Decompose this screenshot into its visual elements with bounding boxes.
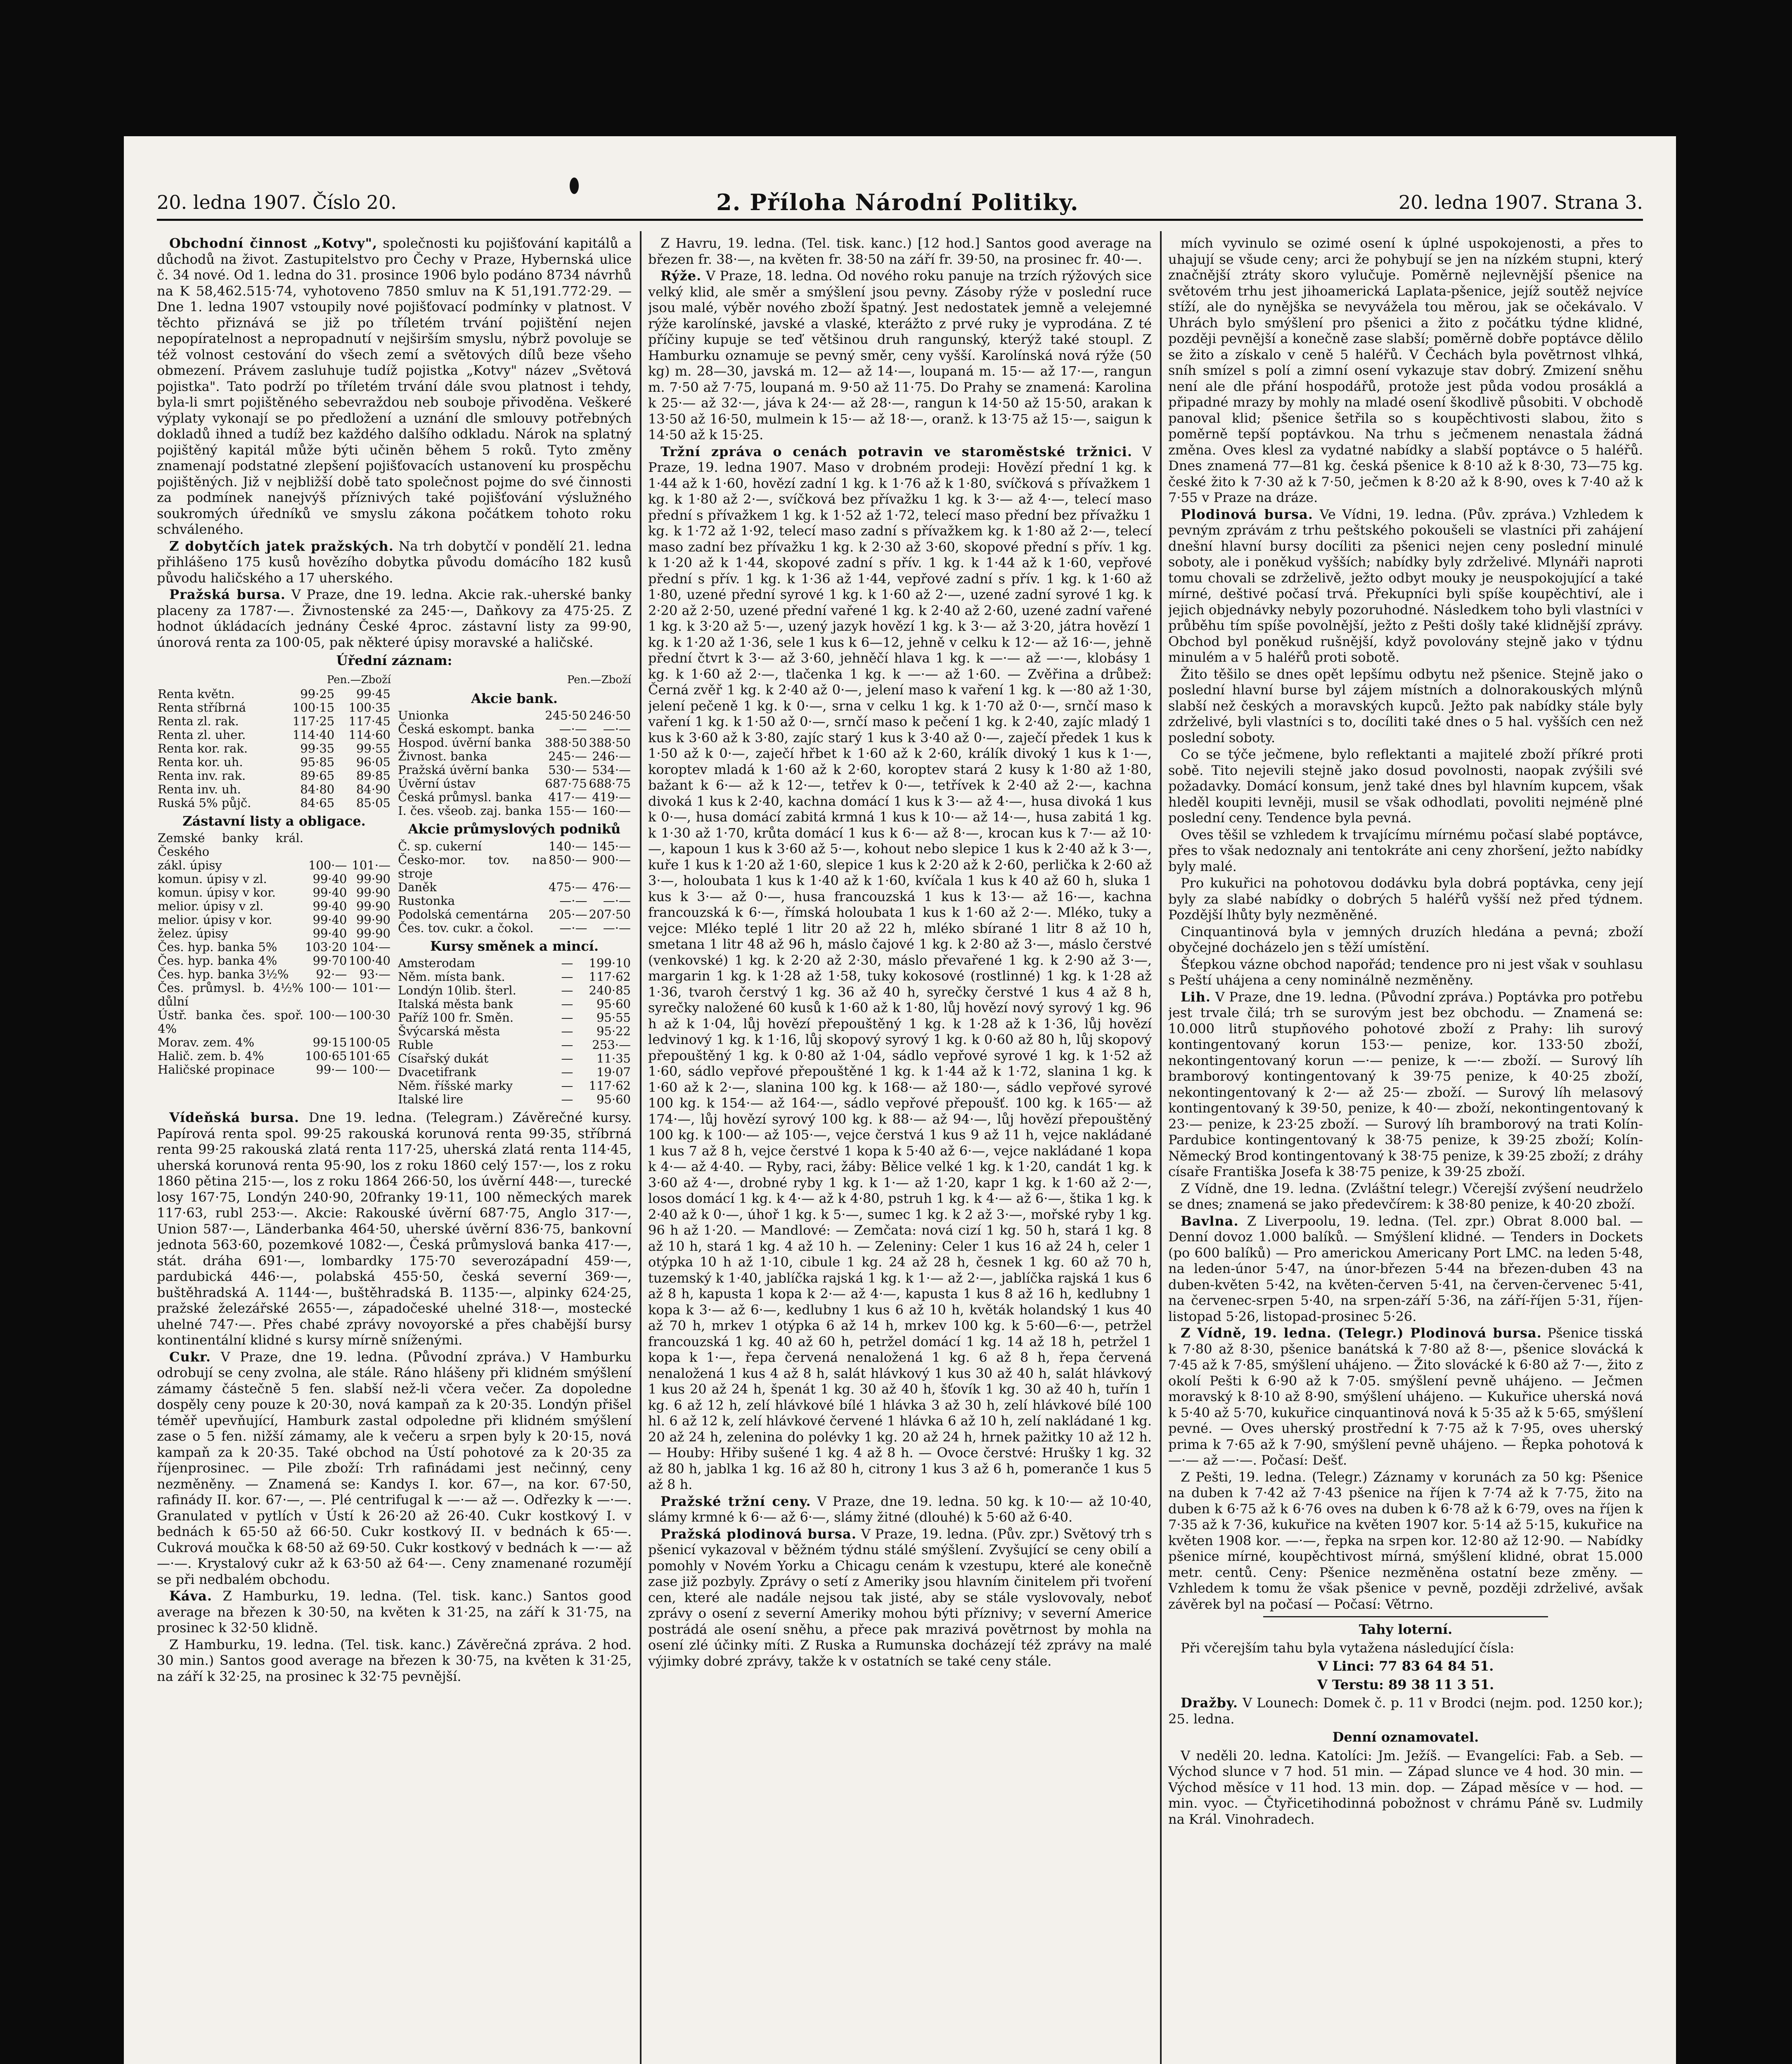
row-value: 145·—	[592, 839, 631, 853]
row-label: Londýn 10lib. šterl.	[398, 983, 516, 997]
article-headline: Tržní zpráva o cenách potravin ve staroměstské tržnici.	[660, 443, 1132, 459]
row-value: 104·—	[352, 940, 391, 954]
row-value: 19·07	[596, 1065, 631, 1079]
header-title: 2. Příloha Národní Politiky.	[716, 189, 1079, 215]
article-jatka	[157, 538, 632, 586]
row-value: —	[561, 1038, 573, 1052]
article-plodinova-viden	[1168, 507, 1643, 665]
column-rule	[1160, 231, 1162, 2064]
row-value: —·—	[603, 921, 631, 935]
row-label: Unionka	[398, 708, 449, 722]
loterie-linec: V Linci: 77 83 64 84 51.	[1317, 1658, 1494, 1674]
row-value: 84·90	[356, 782, 391, 796]
column-1	[157, 235, 632, 2064]
article-lih	[1168, 989, 1643, 1180]
row-value: 99·—	[316, 1063, 347, 1077]
article-denni: V neděli 20. ledna. Katolíci: Jm. Ježíš. — Evangelíci: Fab. a Seb. — Východ slunce v 7 hod. 51 min. — Západ slunce ve 4 hod. 30 min. — Východ měsíce v 11 hod. 13 min. dop. — Západ měsíce v — hod. — min. vyoc. — Čtyřicetihodinná pobožnost v chrámu Páně sv. Ludmily na Král. Vinohradech.	[1168, 1747, 1643, 1827]
col-header-table	[397, 673, 632, 687]
article-body: Pšenice tisská k 7·80 až 8·30, pšenice banátská k 7·80 až 8·—, pšenice slovácká k 7·45 až k 7·85, smýšlení uhájeno. — Žito slovácké k 6·80 až 7·—, žito z okolí Pešti k 6·90 až k 7·05. smýšlení pevně uhájeno. — Ječmen moravský k 8·10 až 8·90, smýšlení uhájeno. — Kukuřice uherská nová k 5·40 až 5·70, kukuřice cinquantinová nová k 5·35 až k 5·65, smýšlení pevné. — Oves uherský prostřední k 7·75 až k 7·95, oves uherský prima k 7·65 až k 7·90, smýšlení pevně uhájeno. — Řepka pohotová k —·— až —·—. Počasí: Dešť.	[1168, 1325, 1643, 1468]
row-value: —·—	[603, 722, 631, 736]
article-headline: Plodinová bursa.	[1181, 506, 1314, 522]
article-body: Z Hamburku, 19. ledna. (Tel. tisk. kanc.) Santos good average na březen k 30·50, na květen k 31·25, na září k 31·75, na prosinec k 32·50 klidně.	[157, 1588, 632, 1636]
article-body: V Praze, dne 19. ledna. Akcie rak.-uherské banky placeny za 1787·—. Živnostenské za 245·—, Daňkovy za 475·25. Z hodnot úkládacích jednány České 4proc. zástavní listy za 99·90, únorová renta za 100·05, pak některé úpisy moravské a haličské.	[157, 587, 632, 650]
table-row	[157, 831, 391, 859]
table-row	[397, 1093, 632, 1106]
row-label: Něm. říšské marky	[398, 1079, 513, 1093]
row-value: —	[561, 997, 573, 1011]
article-headline: Dražby.	[1181, 1695, 1238, 1711]
article-body: V Praze, 19. ledna 1907. Maso v drobném prodeji: Hovězí přední 1 kg. k 1·44 až k 1·60, hovězí zadní 1 kg. k 1·76 až k 1·80, svíčková s přívažkem 1 kg. k 1·80 až 2·—, svíčková bez přívažku 1 kg. k 3·— až 4·—, telecí maso přední s přívažkem 1 kg. k 1·52 až 1·72, telecí maso přední bez přívažku 1 kg. k 1·72 až 1·92, telecí maso zadní s přívažkem kg. k 1·80 až 2·—, telecí maso zadní bez přívažku 1 kg. k 2·30 až 3·60, skopové přední s přív. 1 kg. k 1·20 až k 1·44, skopové zadní s přív. 1 kg. k 1·44 až k 1·60, vepřové přední s přív. 1 kg. k 1·36 až 1·44, vepřové zadní s přív. 1 kg. k 1·60 až 1·80, uzené přední syrové 1 kg. k 1·60 až 2·—, uzené zadní syrové 1 kg. k 2·20 až 2·50, uzené přední vařené 1 kg. k 2·40 až 2·60, uzené zadní vařené 1 kg. k 3·20 až 5·—, uzený jazyk hovězí 1 kg. k 3·— až 3·20, játra hovězí 1 kg. k 1·20 až 1·36, sele 1 kus k 6—12, jehně v celku k 12·— až 16·—, jehně přední čtvrt k 3·— až 3·60, jehněčí hlava 1 kg. k —·— až —·—, klobásy 1 kg. k 1·60 až 2·—, tlačenka 1 kg. k —·— až 1·60. — Zvěřina a drůbež: Černá zvěř 1 kg. k 2·40 až 0·—, jelení maso k vaření 1 kg. k —·80 až 1·30, jelení pečeně 1 kg. k 0·—, srna v celku 1 kg. k 1·70 až 0·—, srnčí maso k vaření 1 kg. k 1·50 až 0·—, srnčí maso k pečení 1 kg. k 2·40, zajíc mladý 1 kus k 3·60 až k 3·80, zajíc starý 1 kus k 3·40 až 0·—, zaječí předek 1 kus k 1·50 až k 0·—, zaječí hřbet k 1·60 až k 2·60, králík divoký 1 kus k 1·—, koroptev mladá k 1·60 až k 2·60, koroptev stará 2 kusy k 1·80 až 1·80, bažant k 6·— až k 12·—, tetřev k 0·—, tetřívek k 2·40 až 2·—, kachna divoká 1 kus k 2·40, kachna domácí 1 kus k 3·— až 4·—, husa divoká 1 kus k 0·—, husa domácí zabitá krmná 1 kus k 10·— až 14·—, husa zabitá 1 kg. k 1·30 až 1·70, krůta domácí 1 kus k 6·— až 8·—, krocan kus k 7·— až 10·—, kapoun 1 kus k 3·60 až 5·—, kohout nebo slepice 1 kus k 2·40 až k 3·—, kuře 1 kus k 1·20 až 1·60, slepice 1 kus k 2·20 až k 2·60, perlička k 2·60 až 3·—, holoubata 1 kus k 1·40 až k 1·60, kvíčala 1 kus k 40 až 60 h, sluka 1 kus k 3·— až 0·—, husa francouzská 1 kus k 13·— až 16·—, kachna francouzská k 6·—, římská holoubata 1 kus k 1·60 až 2·—. Mléko, tuky a vejce: Mléko teplé 1 litr 20 až 22 h, mléko sbírané 1 litr 8 až 10 h, smetana 1 litr 48 až 96 h, máslo čajové 1 kg. k 2·80 až 3·—, máslo čerstvé (venkovské) 1 kg. k 2·20 až 2·30, máslo převařené 1 kg. k 2·90 až 3·—, margarin 1 kg. k 1·28 až 1·58, tuky kokosové (rostlinné) 1 kg. k 1·28 až 1·36, tvaroh čerstvý 1 kg. 36 až 40 h, syrečky čerstvé 1 kus 4 až 8 h, syrečky naložené 60 kusů k 1·60 až k 1·80, lůj hovězí nový syrový 1 kg. 96 h až k 1·04, lůj hovězí přepouštěný 1 kg. k 1·28 až k 1·36, lůj hovězí ledvinový 1 kg. k 1·16, lůj skopový syrový 1 kg. k 0·60 až 80 h, lůj skopový přepouštěný 1 kg. k 0·80 až 1·04, sádlo vepřové syrové 1 kg. k 1·52 až 1·60, sádlo vepřové přepouštěné 1 kg. k 1·44 až k 1·72, slanina 1 kg. k 1·60 až k 2·—, slanina 100 kg. k 168·— až 180·—, sádlo vepřové syrové 100 kg. k 154·— až 164·—, sádlo vepřové přepoušť. 100 kg. k 165·— až 174·—, lůj hovězí syrový 100 kg. k 88·— až 94·—, lůj hovězí přepouštěný 100 kg. k 100·— až 105·—, vejce čerstvá 1 kus 9 až 11 h, vejce nakládané 1 kus 7 až 8 h, vejce čerstvé 1 kopa k 5·40 až 6·—, vejce nakládané 1 kopa k 4·— až 4·40. — Ryby, raci, žáby: Bělice velké 1 kg. k 1·20, candát 1 kg. k 3·60 až 4·—, drobné ryby 1 kg. k 1·— až 1·20, kapr 1 kg. k 1·60 až 2·—, losos domácí 1 kg. k 4·— až k 4·80, pstruh 1 kg. k 4·— až 6·—, štika 1 kg. k 2·40 až k 0·—, úhoř 1 kg. k 5·—, sumec 1 kg. k 2 až 3·—, mořské ryby 1 kg. 96 h až 1·20. — Mandlové: — Zemčata: nová cizí 1 kg. 50 h, stará 1 kg. 8 až 10 h, stará 1 kg. 4 až 10 h. — Zeleniny: Celer 1 kus 16 až 24 h, celer 1 otýpka 10 h až 1·10, cibule 1 kg. 24 až 28 h, česnek 1 kg. 60 až 70 h, tuzemský k 1·40, jablíčka rajská 1 kg. k 1·— až 2·—, jablíčka rajská 1 kus 6 až 8 h, kapusta 1 kopa k 2·— až 4·—, kapusta 1 kus 8 až 16 h, kedlubny 1 kopa k 3·— až 6·—, kedlubny 1 kus 6 až 10 h, květák holandský 1 kus 40 až 70 h, mrkev 1 otýpka 6 až 14 h, mrkev 100 kg. k 5·60—6·—, petržel francouzská 1 kg. 40 až 60 h, petržel domácí 1 kg. 14 až 18 h, petržel 1 kopa k 1·—, řepa červená nenaložená 1 kg. 6 až 8 h, řepa červená nenaložená 1 kus 4 až 8 h, salát hlávkový 1 kus 30 až 40 h, salát hlávkový 1 kus 20 až 24 h, špenát 1 kg. 30 až 40 h, šťovík 1 kg. 30 až 40 h, tuřín 1 kg. 6 až 12 h, zelí hlávkové bílé 1 hlávka 3 až 30 h, zelí hlávkové bílé 100 hl. 6 až 12 k, zelí hlávkové červené 1 hlávka 6 až 10 h, zelí nakládané 1 kg. 20 až 24 h, zelenina do polévky 1 kg. 20 až 24 h, hrnek pažitky 10 až 12 h. — Houby: Hřiby sušené 1 kg. 4 až 8 h. — Ovoce čerstvé: Hrušky 1 kg. 32 až 80 h, jablka 1 kg. 16 až 80 h, citrony 1 kus 3 až 6 h, pomeranče 1 kus 5 až 8 h.	[648, 443, 1152, 1492]
article-havre: Z Havru, 19. ledna. (Tel. tisk. kanc.) [12 hod.] Santos good average na březen fr. 38·—, na květen fr. 38·50 na září fr. 39·50, na prosinec fr. 40·—.	[648, 235, 1152, 267]
article-bavlna	[1168, 1213, 1643, 1325]
row-value: 240·85	[589, 983, 631, 997]
header-left: 20. ledna 1907. Číslo 20.	[157, 191, 397, 213]
article-kotva	[157, 235, 632, 537]
row-value: 900·—	[592, 852, 631, 867]
row-value	[348, 831, 391, 859]
row-value: —	[561, 1065, 573, 1079]
row-value: 99·40	[312, 899, 347, 913]
loterie-text: Při včerejším tahu byla vytažena následující čísla:	[1181, 1640, 1515, 1656]
row-value: 99·40	[312, 872, 347, 886]
table-row	[397, 970, 632, 984]
row-value: 92·—	[316, 967, 347, 981]
table-row	[397, 853, 632, 881]
row-value: 95·55	[596, 1011, 631, 1025]
row-value: —·—	[559, 921, 587, 935]
row-value: 245·—	[548, 749, 587, 763]
row-label: Čes. průmysl. b. 4½% důlní	[158, 981, 304, 1008]
row-label: Renta kor. uh.	[158, 755, 243, 769]
rents-table	[157, 673, 391, 810]
row-label: Italská města bank	[398, 997, 513, 1011]
row-value: 117·45	[348, 714, 391, 728]
article-headline: Pražská bursa.	[169, 587, 286, 602]
row-label: Podolská cementárna	[398, 907, 528, 921]
row-label: Česká průmysl. banka	[398, 790, 533, 804]
header-right: 20. ledna 1907. Strana 3.	[1398, 191, 1643, 213]
row-value: 100·35	[348, 700, 391, 715]
row-value: 99·55	[356, 741, 391, 755]
row-value: —	[561, 983, 573, 997]
row-value: —	[561, 1079, 573, 1093]
table-row	[157, 701, 391, 715]
article-headline: Vídeňská bursa.	[169, 1110, 299, 1125]
column-2	[648, 235, 1152, 2064]
table-row	[397, 894, 632, 908]
row-value: 99·90	[356, 885, 391, 899]
row-label: Pražská úvěrní banka	[398, 763, 529, 777]
table-title: Úřední záznam:	[336, 653, 452, 668]
table-row	[157, 872, 391, 886]
row-value: 100·05	[348, 1035, 391, 1049]
table-row	[157, 954, 391, 968]
article-body: Dne 19. ledna. (Telegram.) Závěrečné kursy. Papírová renta spol. 99·25 rakouská korunová renta 99·35, stříbrná renta 99·25 rakouská zlatá renta 117·25, uherská zlatá renta 114·45, uherská korunová renta 95·90, los z roku 1860 celý 157·—, los z roku 1860 pětina 215·—, los z roku 1864 266·50, los úvěrní 448·—, turecké losy 167·75, Londýn 240·90, 20franky 19·11, 100 německých marek 117·63, rubl 253·—. Akcie: Rakouské úvěrní 687·75, Anglo 317·—, Union 587·—, Länderbanka 464·50, uherské úvěrní 836·75, bankovní jednota 563·60, pozemkové 1082·—, Česká průmyslová banka 417·—, stát. dráha 691·—, lombardky 175·70 severozápadní 459·—, pardubická 446·—, polabská 455·50, česká severní 369·—, buštěhradská A. 1144·—, buštěhradská B. 1135·—, alpinky 624·25, pražské železářské 2655·—, západočeské uhelné 318·—, mostecké uhelné 747·—. Přes chabé zprávy novoyorské a přes chabější bursy kontinentální klidné s kursy mírně sníženými.	[157, 1110, 632, 1348]
article-cinquantin: Cinquantinová byla v jemných druzích hledána a pevná; zboží obyčejné docházelo jen s těží umístění.	[1168, 923, 1643, 955]
row-value: 99·45	[356, 686, 391, 701]
row-value: 89·85	[356, 768, 391, 783]
table-row	[397, 777, 632, 791]
row-value: 103·20	[305, 940, 347, 954]
row-value: 534·—	[592, 763, 631, 777]
article-headline: Z dobytčích jatek pražských.	[169, 538, 394, 554]
col-header: Pen.—Zboží	[327, 673, 391, 686]
row-value: 117·25	[292, 714, 335, 728]
table-row	[397, 750, 632, 763]
row-value: 100·65	[305, 1049, 347, 1063]
row-value: 100·—	[308, 981, 347, 995]
table-row	[397, 908, 632, 921]
row-label: melior. úpisy v kor.	[158, 913, 272, 927]
akcie-table	[397, 709, 632, 818]
table-row	[397, 840, 632, 853]
article-headline: Z Vídně, 19. ledna. (Telegr.) Plodinová bursa.	[1181, 1325, 1542, 1341]
row-label: Halič. zem. b. 4%	[158, 1049, 264, 1063]
table-row	[397, 984, 632, 997]
row-value: 101·—	[352, 858, 391, 872]
row-value: 476·—	[592, 880, 631, 894]
table-row	[157, 940, 391, 954]
article-cont: mích vyvinulo se ozimé osení k úplné uspokojenosti, a přes to uhajují se všude ceny; arci že pohybují se jen na nízkém stupni, který značnější ztráty skoro vylučuje. Poměrně nejlevnější pšenice na světovém trhu jest jihoamerická Laplata-pšenice, jejíž soutěž nejvíce stíží, ale do nynějška se nevyvážela tou měrou, jak se očekávalo. V Uhrách bylo smýšlení pro pšenici a žito z počátku týdne klidné, později pevnější a konečně zase slabší; poměrně dobře poptávce dělilo se žito a získalo v ceně 5 haléřů. V Čechách byla povětrnost vlhká, sníh smízel s polí a zimní osení vykazuje stav dobrý. Zmizení sněhu není ale dle přání hospodářů, protože jest půda vodou prosáklá a připadné mrazy by mohly na mladé osení škodlivě působiti. V obchodě panoval klid; pšenice šetřila so s koupěchtivosti slabou, žito s poměrně tepší poptávkou. Na trhu s ječmenem nenastala žádná změna. Oves klesl za vydatné nabídky a slabší poptávce o 5 haléřů. Dnes znamená 77—81 kg. česká pšenice k 8·10 až k 8·30, 73—75 kg. české žito k 7·30 až k 7·50, ječmen k 8·20 až k 8·90, oves k 7·40 až k 7·55 v Praze na dráze.	[1168, 235, 1643, 505]
article-cukr	[157, 1349, 632, 1588]
row-value: 96·05	[356, 755, 391, 769]
row-value: 89·65	[300, 768, 335, 783]
table-row	[157, 783, 391, 796]
article-body: V Praze, dne 19. ledna. (Původní zpráva.) V Hamburku odrobují se ceny zvolna, ale stále. Ráno hlášeny při klidném smýšlení zámamy částečně 5 fen. slabší než-li včera večer. Za dopoledne dospěly ceny pouze k 20·30, nová kampaň za k 20·35. Londýn přišel téměř upevňující, Hamburk zastal odpoledne při klidném smýšlení zase o 5 fen. nižší zámamy, ale k večeru a srpen byly k 20·15, nová kampaň za k 20·35. Také obchod na Ústí pohotové za k 20·35 za říjenprosinec. — Pile zboží: Trh rafinádami jest nečinný, ceny nezměněny. — Znamená se: Kandys I. kor. 67—, na kor. 67·50, rafinády II. kor. 67·—, —. Plé centrifugal k —·— až —. Odřezky k —·—. Granulated v pytlích v Ústí k 26·20 až 26·40. Cukr kostkový I. v bednách k 65·50 až 66·50. Cukr kostkový II. v bednách k 65·—. Cukrová moučka k 68·50 až 69·50. Cukr kostkový v bednách k —·— až —·—. Krystalový cukr až k 63·50 až 64·—. Ceny znamenané rozumějí se při nedbalém obchodu.	[157, 1349, 632, 1587]
row-value: 99·90	[356, 926, 391, 940]
row-value: 100·40	[348, 954, 391, 968]
row-value: 99·15	[312, 1035, 347, 1049]
article-zito: Žito těšilo se dnes opět lepšímu odbytu než pšenice. Stejně jako o poslední hlavní burse byl zájem místních a dolnorakouských mlýnů slabší než českých a moravských kupců. Ježto pak nabídky stále byly zdrželivé, byli vlastníci s to, docíliti také dnes o 5 hal. vyšších cen než poslední soboty.	[1168, 666, 1643, 746]
row-value	[304, 831, 348, 859]
row-value: —·—	[603, 893, 631, 908]
table-row	[157, 769, 391, 783]
article-viden-bursa	[1168, 1325, 1643, 1468]
row-value: —	[561, 970, 573, 984]
article-headline: Rýže.	[660, 268, 702, 284]
table-row	[157, 859, 391, 872]
row-value: 199·10	[589, 956, 631, 970]
row-value: 246·50	[589, 708, 631, 722]
row-value: 95·22	[596, 1024, 631, 1038]
table-row	[397, 956, 632, 970]
row-value: 85·05	[356, 795, 391, 810]
row-value: 100·15	[292, 700, 335, 715]
article-drazby	[1168, 1695, 1643, 1727]
row-value: 850·—	[548, 852, 587, 867]
article-kava-2: Z Hamburku, 19. ledna. (Tel. tisk. kanc.) Závěrečná zpráva. 2 hod. 30 min.) Santos good average na březen k 30·75, na květen k 31·25, na září k 32·25, na prosinec k 32·75 pevnější.	[157, 1636, 632, 1684]
table-row	[397, 763, 632, 777]
article-stepka: Šťepkou vázne obchod napořád; tendence pro ni jest však v souhlasu s Peští uhájena a ceny nominálně nezměněny.	[1168, 956, 1643, 988]
divider	[1263, 1616, 1548, 1617]
table-row	[397, 1052, 632, 1065]
table-row	[157, 715, 391, 728]
row-label: Hospod. úvěrní banka	[398, 736, 532, 750]
row-label: Rustonka	[398, 893, 455, 908]
table-row	[397, 1038, 632, 1052]
article-body: V Lounech: Domek č. p. 11 v Brodci (nejm. pod. 1250 kor.); 25. ledna.	[1168, 1695, 1643, 1727]
row-value: 100·—	[352, 1063, 391, 1077]
row-value: 100·—	[308, 1008, 347, 1022]
row-value: 245·50	[545, 708, 587, 722]
row-value: 388·50	[545, 736, 587, 750]
article-headline: Káva.	[169, 1588, 213, 1604]
row-label: želez. úpisy	[158, 926, 228, 940]
article-body: Z Liverpoolu, 19. ledna. (Tel. zpr.) Obrat 8.000 bal. — Denní dovoz 1.000 balíků. — Smýšlení klidné. — Tenders in Dockets (po 600 balíků) — Pro americkou Americany Port LMC. na leden 5·48, na leden-únor 5·47, na únor-březen 5·44 na březen-duben 43 na duben-květen 5·42, na květen-červen 5·41, na červen-červenec 5·41, na červenec-srpen 5·40, na srpen-září 5·36, na září-říjen 5·31, říjen-listopad 5·26, listopad-prosinec 5·26.	[1168, 1213, 1643, 1324]
table-row	[157, 886, 391, 899]
row-label: Čes. hyp. banka 3½%	[158, 967, 289, 981]
table-row	[397, 804, 632, 818]
zast-title: Zástavní listy a obligace.	[182, 813, 366, 829]
table-row	[157, 1008, 391, 1036]
article-body: Ve Vídni, 19. ledna. (Pův. zpráva.) Vzhledem k pevným zprávám z trhu peštského pokoušeli se vlastníci při zahájení dnešní hlavní bursy docíliti za pšenici nejen ceny poslední minulé soboty, ale i poněkud vyšších; nabídky byly zdrželivé. Mlynáři naproti tomu chovali se zdrželivě, ježto odbyt mouky je neuspokojující a také mírné, deštivé počasí trvá. Překupníci byli spíše koupěchtiví, ale i jejich objednávky nebyly pozoruhodné. Následkem toho byli vlastníci v průběhu tím spíše povolnější, ježto z Pešti došly také klidnější zprávy. Obchod byl poněkud rušnější, když povolovány stejně jako v týdnu minulém a v 5 haléřů proti sobotě.	[1168, 506, 1643, 665]
zast-table	[157, 831, 391, 1077]
table-row	[397, 709, 632, 722]
row-value: 140·—	[548, 839, 587, 853]
table-row	[157, 728, 391, 742]
table-row	[157, 899, 391, 913]
row-value: 99·25	[300, 686, 335, 701]
table-row	[157, 755, 391, 769]
row-label: Čes. tov. cukr. a čokol.	[398, 921, 534, 935]
article-plodinova-bursa	[648, 1526, 1152, 1669]
row-value: 207·50	[589, 907, 631, 921]
article-body: společnosti ku pojišťování kapitálů a důchodů na život. Zastupitelstvo pro Čechy v Praze, Hybernská ulice č. 34 nové. Od 1. ledna do 31. prosince 1906 bylo podáno 8734 návrhů na K 58,462.515·74, vyhotoveno 7850 smluv na K 51,191.772·29. — Dne 1. ledna 1907 vstoupily nové pojišťovací podmínky v platnost. V těchto přiznává se již po tříletém trvání pojištění nejen nepopíratelnost a nepropadnutí v nejširším smyslu, nýbrž povoluje se též volnost cestování do všech zemí a světových dílů beze všeho obmezení. Právem zasluhuje tudíž pojistka „Kotvy" název „Světová pojistka". Tato podrží po tříletém trvání dále svou platnost i tehdy, byla-li smrt pojištěného sebevraždou neb souboje přivoděna. Veškeré výplaty vykonají se po předložení a uznání dle smlouvy potřebných dokladů ihned a tudíž bez každého dalšího odkladu. Nárok na splatný pojištěný kapitál může býti učiněn během 5 roků. Tyto změny znamenají podstatné zlepšení pojišťovacích ustanovení ku prospěchu pojištěných. Již v nejbližší době tato společnost pojme do své činnosti za podmínek nanejvýš příznivých také pojišťování výslužného soukromých úředníků ve smyslu zákona počátkem tohoto roku schváleného.	[157, 235, 632, 537]
row-label: Daněk	[398, 880, 437, 894]
row-label: Renta květn.	[158, 686, 235, 701]
row-label: Italské lire	[398, 1092, 464, 1106]
table-row	[397, 722, 632, 736]
row-label: zákl. úpisy	[158, 858, 222, 872]
row-value: 687·75	[545, 776, 587, 791]
row-value: 99·70	[312, 954, 347, 968]
col-header: Pen.—Zboží	[567, 673, 631, 686]
article-headline: Pražská plodinová bursa.	[660, 1526, 857, 1542]
loterie-terst: V Terstu: 89 38 11 3 51.	[1317, 1676, 1494, 1692]
article-headline: Obchodní činnost „Kotvy",	[169, 235, 378, 251]
row-value: 100·—	[308, 858, 347, 872]
table-row	[397, 1079, 632, 1093]
article-headline: Lih.	[1181, 989, 1211, 1005]
row-label: Čes. hyp. banka 4%	[158, 954, 277, 968]
row-value: 99·40	[312, 885, 347, 899]
row-value: 99·90	[356, 872, 391, 886]
row-value: 95·60	[596, 1092, 631, 1106]
article-kava	[157, 1588, 632, 1636]
row-label: Renta zl. rak.	[158, 714, 239, 728]
row-value: 99·40	[312, 926, 347, 940]
row-value: 117·62	[589, 970, 631, 984]
row-value: —·—	[559, 893, 587, 908]
article-pest: Z Pešti, 19. ledna. (Telegr.) Záznamy v korunách za 50 kg: Pšenice na duben k 7·42 až 7·43 pšenice na říjen k 7·74 až k 7·75, žito na duben k 6·75 až k 6·76 oves na duben k 6·78 až k 6·79, oves na říjen k 7·35 až k 7·36, kukuřice na květen 1907 kor. 5·14 až 5·15, kukuřice na květen 1908 kor. —·—, řepka na srpen kor. 12·80 až 12·90. — Nabídky pšenice mírné, koupěchtivost mírná, smýšlení klidné, obrat 15.000 metr. centů. Ceny: Pšenice nezměněna ostatní beze změny. — Vzhledem k tomu že však pšenice v pevně, později zdrželivé, avšak závěrek byl na počasí — Počasí: Větrno.	[1168, 1469, 1643, 1612]
row-label: Úvěrní ústav	[398, 776, 476, 791]
row-value: —	[561, 1024, 573, 1038]
row-label: melior. úpisy v zl.	[158, 899, 264, 913]
row-label: Amsterodam	[398, 956, 475, 970]
article-headline: Bavlna.	[1181, 1213, 1239, 1229]
row-label: komun. úpisy v zl.	[158, 872, 267, 886]
row-value: 117·62	[589, 1079, 631, 1093]
row-label: I. čes. všeob. zaj. banka	[398, 804, 542, 818]
article-kukurice: Pro kukuřici na pohotovou dodávku byla dobrá poptávka, ceny její byly za slabé nabídky o dobrých 5 haléřů vyšší než před týdnem. Pozdější lhůty byly nezměněné.	[1168, 875, 1643, 923]
article-body: V Praze, 19. ledna. (Pův. zpr.) Světový trh s pšenicí vykazoval v běžném týdnu stálé smýšlení. Zvyšující se ceny obilí a pomohly v Novém Yorku a Chicagu cenám k vzestupu, které ale konečně zase již pozbyly. Zprávy o setí z Ameriky jsou hlavním činitelem při tvoření cen, které ale nadále nejsou tak jisté, aby se stále vyslovovaly, neboť zprávy o osení z severní Ameriky mohou býti příznivy; v severní Americe postrádá ale osení sněhu, a přece pak mrazivá povětrnost by mohla na osení zlé účinky míti. Z Ruska a Rumunska docházejí též zprávy na malé výjimky dobré zprávy, takže k v ostatních se také ceny stále.	[648, 1526, 1152, 1669]
table-row	[157, 927, 391, 940]
row-label: Paříž 100 fr. Směn.	[398, 1011, 514, 1025]
row-value: —	[561, 1011, 573, 1025]
article-ryze	[648, 268, 1152, 443]
row-value: 246·—	[592, 749, 631, 763]
table-row	[157, 1049, 391, 1063]
table-row	[157, 1036, 391, 1049]
article-headline: Pražské tržní ceny.	[660, 1493, 811, 1509]
row-label: Renta stříbrná	[158, 700, 246, 715]
akcie-title: Akcie bank.	[471, 690, 558, 706]
row-value: 101·65	[348, 1049, 391, 1063]
table-row	[157, 742, 391, 755]
row-label: Ruská 5% půjč.	[158, 795, 251, 810]
kursy-title: Kursy směnek a mincí.	[430, 938, 599, 954]
row-value: 95·60	[596, 997, 631, 1011]
row-value: 160·—	[592, 804, 631, 818]
row-value: 100·30	[348, 1008, 391, 1022]
row-label: Ruble	[398, 1038, 433, 1052]
row-label: Renta kor. rak.	[158, 741, 248, 755]
article-trzni-zprava	[648, 444, 1152, 1493]
row-value: 101·—	[352, 981, 391, 995]
row-label: Haličské propinace	[158, 1063, 275, 1077]
table-row	[157, 1063, 391, 1077]
quote-tables	[157, 671, 632, 1110]
row-value: 114·40	[292, 727, 335, 742]
row-label: Č. sp. cukerní	[398, 839, 482, 853]
row-value: 99·40	[312, 913, 347, 927]
row-value: 253·—	[592, 1038, 631, 1052]
row-value: 688·75	[589, 776, 631, 791]
row-value: 419·—	[592, 790, 631, 804]
row-label: Švýcarská města	[398, 1024, 500, 1038]
table-row	[397, 736, 632, 750]
row-label: Renta inv. uh.	[158, 782, 241, 796]
row-value: 530·—	[548, 763, 587, 777]
page-header	[157, 186, 1643, 221]
row-value: —	[561, 1092, 573, 1106]
table-row	[157, 687, 391, 701]
row-label: Česká eskompt. banka	[398, 722, 535, 736]
table-row	[397, 1065, 632, 1079]
row-label: Zemské banky král. Českého	[158, 831, 304, 859]
table-row	[397, 791, 632, 804]
row-value: 205·—	[548, 907, 587, 921]
row-value: 417·—	[548, 790, 587, 804]
article-jecmen: Co se týče ječmene, bylo reflektanti a majitelé zboží příkré proti sobě. Tito nejevili stejně jako dosud povolnosti, naopak zvýšili své požadavky. Domácí konsum, jenž také dnes byl hlavním kupcem, však hleděl koupiti levněji, musil se však odhodlati, povoliti nejméně plné poslední ceny. Tendence byla pevná.	[1168, 746, 1643, 826]
article-body: V Praze, dne 19. ledna. 50 kg. k 10·— až 10·40, slámy krmné k 6·— až 6·—, slámy žitné (dlouhé) k 5·60 až 6·40.	[648, 1493, 1152, 1525]
row-label: komun. úpisy v kor.	[158, 885, 276, 899]
newspaper-page	[124, 136, 1676, 2064]
row-label: Císařský dukát	[398, 1051, 489, 1065]
article-body: Na trh dobytčí v pondělí 21. ledna přihlášeno 175 kusů hovězího dobytka původu domácího 182 kusů původu haličského a 17 uherského.	[157, 538, 632, 586]
row-label: Čes. hyp. banka 5%	[158, 940, 277, 954]
row-label: Ústř. banka čes. spoř. 4%	[158, 1008, 304, 1036]
row-value: —·—	[559, 722, 587, 736]
article-body: V Praze, dne 19. ledna. (Původní zpráva.) Poptávka pro potřebu jest trvale čilá; trh se surovým jest bez obchodu. — Znamená se: 10.000 litrů stupňového pohotové zboží z Prahy: lih surový kontingentovaný korun 153·— penize, kor. 133·50 zboží, nekontingentovaný korun —·— penize, k —·— zboží. — Surový líh bramborový kontingentovaný k 39·75 penize, k 40·25 zboží, nekontingentovaný k 2·— až 25·— zboží. — Surový líh melasový kontingentovaný k 39·50, penize, k 40·— zboží, nekontingentovaný k 23·— penize, k 23·25 zboží. — Surový líh bramborový na trati Kolín-Pardubice kontingentovaný k 38·75 penize, k 39·25 zboží; Kolín-Německý Brod kontingentovaný k 38·75 penize, k 39·25 zboží; z dráhy císaře Františka Josefa k 38·75 penize, k 39·25 zboží.	[1168, 989, 1643, 1179]
prum-table	[397, 840, 632, 935]
row-value: 99·90	[356, 899, 391, 913]
table-row	[397, 921, 632, 935]
row-value: 114·60	[348, 727, 391, 742]
row-label: Živnost. banka	[398, 749, 488, 763]
article-prazska-bursa	[157, 587, 632, 650]
row-value: 84·65	[300, 795, 335, 810]
row-value: —	[561, 1051, 573, 1065]
column-3	[1168, 235, 1643, 2064]
row-label: Něm. místa bank.	[398, 970, 505, 984]
row-label: Česko-mor. tov. na stroje	[398, 852, 547, 881]
table-row	[397, 1011, 632, 1025]
row-value: 388·50	[589, 736, 631, 750]
prum-title: Akcie průmyslových podniků	[408, 821, 621, 837]
row-value: 155·—	[548, 804, 587, 818]
table-row	[157, 968, 391, 981]
table-row	[397, 997, 632, 1011]
denni-title: Denní oznamovatel.	[1332, 1729, 1479, 1745]
table-row	[157, 981, 391, 1008]
article-oves: Oves těšil se vzhledem k trvajícímu mírnému počasí slabé poptávce, přes to však nedoznaly ani tentokráte ani ceny zhoršení, ježto nabídky byly malé.	[1168, 826, 1643, 874]
row-value: 84·80	[300, 782, 335, 796]
row-value: 93·—	[359, 967, 391, 981]
row-value: —	[561, 956, 573, 970]
kursy-table	[397, 956, 632, 1106]
column-rule	[640, 231, 642, 2064]
table-row	[157, 796, 391, 810]
article-headline: Cukr.	[169, 1349, 211, 1365]
row-value: 11·35	[596, 1051, 631, 1065]
table-row	[397, 881, 632, 894]
loterie-title: Tahy loterní.	[1359, 1621, 1453, 1637]
row-value: 99·35	[300, 741, 335, 755]
table-row	[397, 1025, 632, 1038]
article-lih-viden: Z Vídně, dne 19. ledna. (Zvláštní telegr.) Včerejší zvýšení neudrželo se dnes; znamená se jako předevčírem: k 38·80 penize, k 40·20 zboží.	[1168, 1180, 1643, 1212]
row-label: Morav. zem. 4%	[158, 1035, 255, 1049]
table-row	[157, 913, 391, 927]
article-body: V Praze, 18. ledna. Od nového roku panuje na trzích rýžových sice velký klid, ale směr a smýšlení jsou pevny. Zásoby rýže v poslední ruce jsou malé, výběr nového zboží špatný. Jest nedostatek jemně a velejemné rýže karolínské, javské a vlaské, kterážto z prvé ruky je vyprodána. Z té příčiny kupuje se teď většinou druh rangunský, kterýž také stoupl. Z Hamburku oznamuje se pevný směr, ceny vyšší. Karolínská nová rýže (50 kg) m. 28—30, javská m. 12— až 14·—, loupaná m. 15·— až 17·—, rangun m. 7·50 až 7·75, loupaná m. 9·50 až 11·75. Do Prahy se znamená: Karolina k 25·— až 32·—, jáva k 24·— až 28·—, rangun k 14·50 až 15·50, arakan k 13·50 až 16·50, mulmein k 15·— až 18·—, oranž. k 13·75 až 15·—, saigun k 14·50 až k 15·25.	[648, 268, 1152, 443]
article-trzni-ceny	[648, 1494, 1152, 1525]
row-label: Renta zl. uher.	[158, 727, 246, 742]
row-label: Renta inv. rak.	[158, 768, 246, 783]
row-label: Dvacetifrank	[398, 1065, 476, 1079]
article-videnska-bursa	[157, 1110, 632, 1348]
row-value: 95·85	[300, 755, 335, 769]
row-value: 475·—	[548, 880, 587, 894]
row-value: 99·90	[356, 913, 391, 927]
